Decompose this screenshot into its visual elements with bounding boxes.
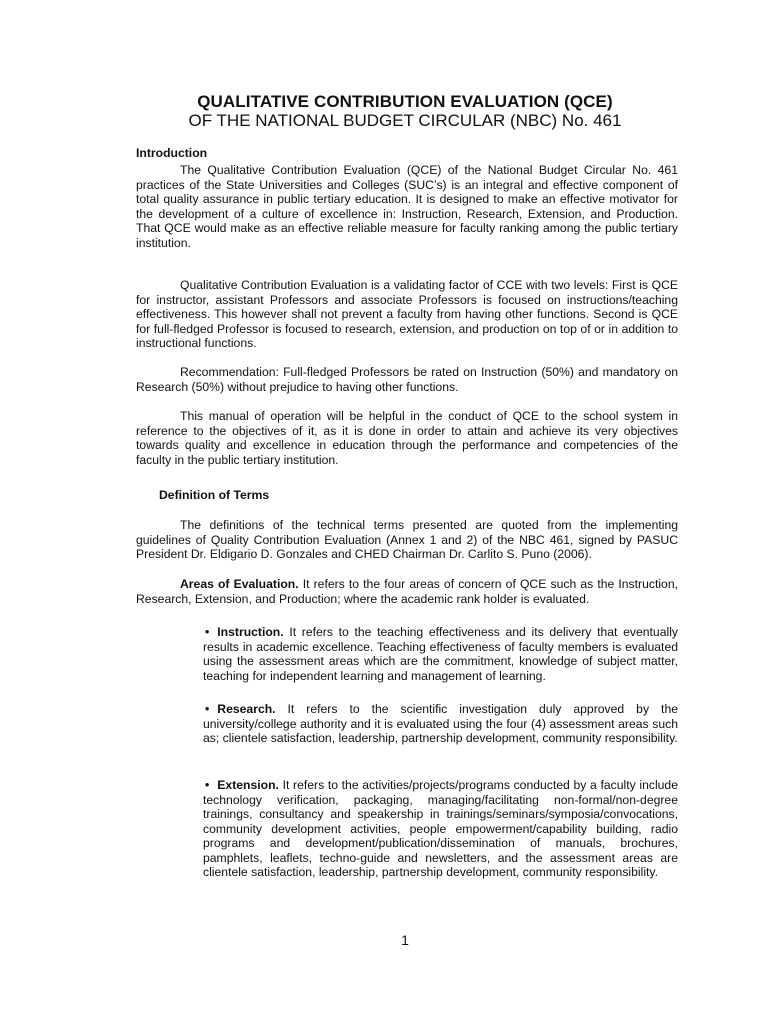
bullet-icon: •	[205, 625, 210, 639]
areas-of-evaluation-paragraph	[136, 577, 678, 606]
intro-paragraph-3: Recommendation: Full-fledged Professors be rated on Instruction (50%) and mandatory on Research (50%) without prejudice to having other functions.	[136, 365, 678, 394]
bullet-term: Instruction.	[217, 625, 284, 639]
page-number: 1	[401, 932, 409, 948]
bullet-text: It refers to the activities/projects/programs conducted by a faculty include technology verification, packaging, managing/facilitating non-formal/non-degree trainings, consultancy and speakership in trainings/seminars/symposia/convocations, community development activities, people empowerment/capability building, radio programs and development/publication/dissemination of manuals, brochures, pamphlets, leaflets, techno-guide and newsletters, and the assessment areas are clientele satisfaction, leadership, partnership development, community responsibility.	[203, 778, 678, 879]
bullet-text: It refers to the teaching effectiveness and its delivery that eventually results in academic excellence. Teaching effectiveness of faculty members is evaluated using the assessment areas which are the commitment, knowledge of subject matter, teaching for independent learning and management of learning.	[203, 625, 678, 683]
intro-paragraph-1: The Qualitative Contribution Evaluation (QCE) of the National Budget Circular No. 461 practices of the State Universities and Colleges (SUC’s) is an integral and effective component of total quality assurance in public tertiary education. It is designed to make an effective motivator for the development of a culture of excellence in: Instruction, Research, Extension, and Production. That QCE would make as an effective reliable measure for faculty ranking among the public tertiary institution.	[136, 163, 678, 250]
bullet-text: It refers to the scientific investigation duly approved by the university/college authority and it is evaluated using the four (4) assessment areas such as; clientele satisfaction, leadership, partnership development, community responsibility.	[203, 702, 678, 745]
areas-of-evaluation-term: Areas of Evaluation.	[180, 577, 299, 591]
bullet-icon: •	[205, 778, 210, 792]
bullet-extension	[203, 778, 678, 880]
introduction-heading: Introduction	[136, 146, 208, 160]
areas-of-evaluation-text: It refers to the four areas of concern of QCE such as the Instruction, Research, Extension, and Production; where the academic rank holder is evaluated.	[136, 577, 678, 606]
intro-paragraph-4: This manual of operation will be helpful in the conduct of QCE to the school system in reference to the objectives of it, as it is done in order to attain and achieve its very objectives towards quality and excellence in education through the performance and competencies of the faculty in the public tertiary institution.	[136, 409, 678, 467]
document-title: QUALITATIVE CONTRIBUTION EVALUATION (QCE)	[197, 92, 613, 111]
definitions-intro-paragraph: The definitions of the technical terms presented are quoted from the implementing guidelines of Quality Contribution Evaluation (Annex 1 and 2) of the NBC 461, signed by PASUC President Dr. Eldigario D. Gonzales and CHED Chairman Dr. Carlito S. Puno (2006).	[136, 518, 678, 561]
bullet-research	[203, 702, 678, 746]
bullet-icon: •	[205, 702, 210, 716]
bullet-instruction	[203, 625, 678, 683]
definitions-heading: Definition of Terms	[159, 488, 270, 502]
document-subtitle: OF THE NATIONAL BUDGET CIRCULAR (NBC) No. 461	[188, 111, 622, 130]
bullet-term: Extension.	[217, 778, 279, 792]
intro-paragraph-2: Qualitative Contribution Evaluation is a validating factor of CCE with two levels: First is QCE for instructor, assistant Professors and associate Professors is focused on instructions/teaching effectiveness. This however shall not prevent a faculty from having other functions. Second is QCE for full-fledged Professor is focused to research, extension, and production on top of or in addition to instructional functions.	[136, 278, 678, 350]
bullet-term: Research.	[217, 702, 276, 716]
